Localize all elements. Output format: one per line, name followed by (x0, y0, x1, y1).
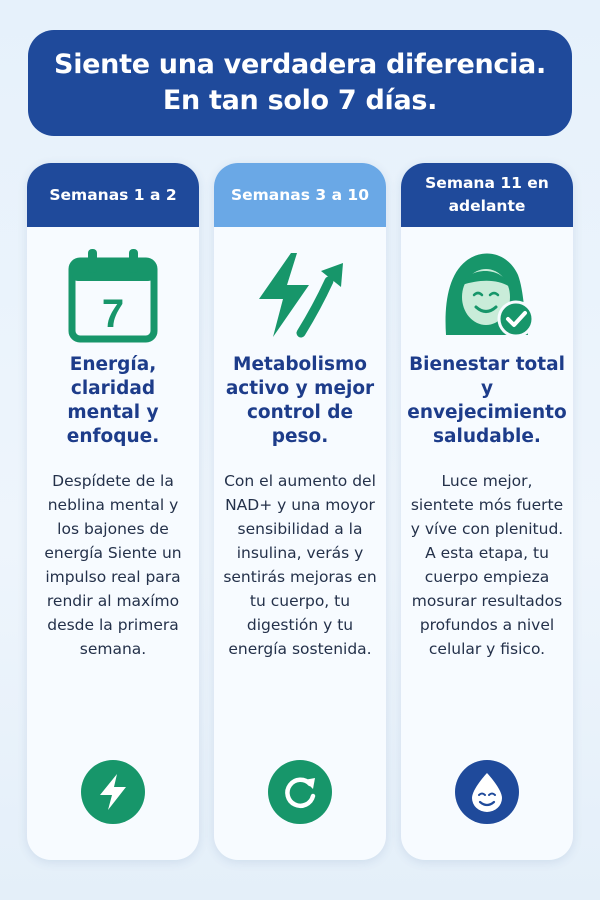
phase-title: Metabolismo activo y mejor control de peso. (225, 354, 375, 447)
phase-title: Bienestar total y envejecimiento saludable. (407, 354, 567, 447)
woman-check-icon (401, 243, 573, 347)
phase-description: Con el aumento del NAD+ y una moyor sensibilidad a la insulina, verás y sentirás mejoras en tu cuerpo, tu digestión y tu energía sostenida. (223, 472, 377, 658)
phase-card-weeks-3-10 (214, 163, 386, 860)
calendar-number: 7 (101, 292, 125, 336)
face-drop-icon (455, 760, 519, 824)
phase-header: Semanas 3 a 10 (214, 163, 386, 227)
phase-header: Semana 11 en adelante (401, 163, 573, 227)
phase-description: Despídete de la neblina mental y los bajones de energía Siente un impulso real para rendir al maxímo desde la primera semana. (44, 472, 182, 658)
phase-description: Luce mejor, sientete mós fuerte y víve con plenitud. A esta etapa, tu cuerpo empieza mosurar resultados profundos a nivel celular y fisico. (410, 472, 564, 658)
headline-line-2: En tan solo 7 días. (162, 85, 438, 116)
phase-header: Semanas 1 a 2 (27, 163, 199, 227)
phase-card-weeks-1-2 (27, 163, 199, 860)
lightning-arrow-icon (214, 243, 386, 347)
phase-card-week-11-plus (401, 163, 573, 860)
headline-line-1: Siente una verdadera diferencia. (54, 49, 546, 80)
lightning-icon (81, 760, 145, 824)
refresh-icon (268, 760, 332, 824)
calendar-icon (27, 243, 199, 347)
headline-banner (28, 30, 572, 136)
phase-title: Energía, claridad mental y enfoque. (66, 354, 160, 447)
